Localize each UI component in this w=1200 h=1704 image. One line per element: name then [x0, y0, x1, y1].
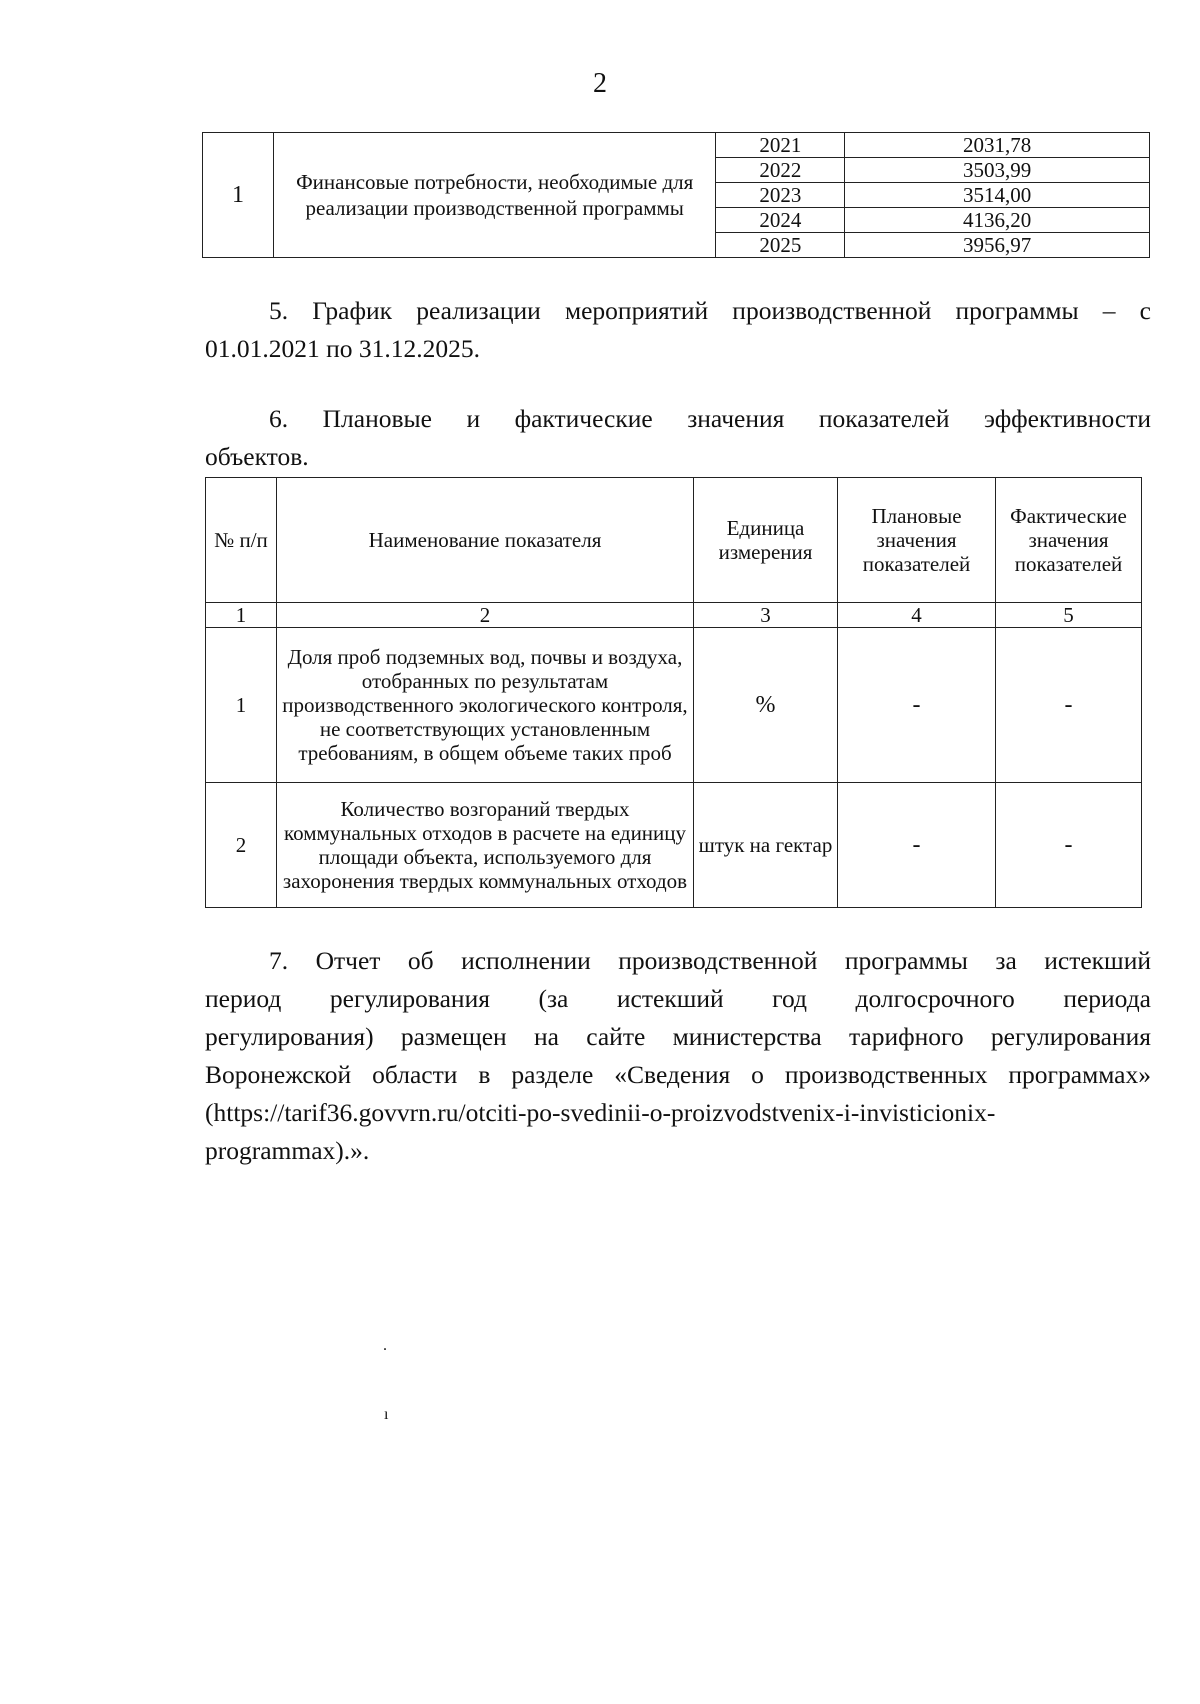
value-cell: 3503,99 — [845, 158, 1150, 183]
table-row — [206, 628, 1142, 783]
value-cell: 4136,20 — [845, 208, 1150, 233]
section-7-paragraph — [205, 942, 1151, 1170]
unit-cell: % — [694, 628, 838, 783]
row-number: 1 — [206, 628, 277, 783]
section-5-paragraph — [205, 292, 1151, 368]
column-number: 5 — [996, 603, 1142, 628]
paragraph-line: регулирования) размещен на сайте министерства тарифного регулирования — [205, 1022, 1151, 1051]
table-row — [206, 783, 1142, 908]
value-cell: 2031,78 — [845, 133, 1150, 158]
header-actual: Фактические значения показателей — [996, 478, 1142, 603]
column-number: 1 — [206, 603, 277, 628]
header-planned: Плановые значения показателей — [838, 478, 996, 603]
column-number: 4 — [838, 603, 996, 628]
indicator-name: Доля проб подземных вод, почвы и воздуха, отобранных по результатам производственного экологического контроля, не соответствующих установленным требованиям, в общем объеме таких проб — [277, 628, 694, 783]
actual-value: - — [996, 783, 1142, 908]
row-number: 2 — [206, 783, 277, 908]
paragraph-line: programmax).». — [205, 1136, 370, 1165]
header-num: № п/п — [206, 478, 277, 603]
paragraph-line: 6. Плановые и фактические значения показателей эффективности — [269, 404, 1151, 433]
paragraph-line: период регулирования (за истекший год долгосрочного периода — [205, 984, 1151, 1013]
table-row — [203, 133, 1150, 158]
paragraph-line: Воронежской области в разделе «Сведения о производственных программах» — [205, 1060, 1151, 1089]
scan-mark: . — [383, 1337, 387, 1354]
scan-mark: ı — [384, 1406, 389, 1423]
column-number: 3 — [694, 603, 838, 628]
year-cell: 2021 — [716, 133, 845, 158]
year-cell: 2024 — [716, 208, 845, 233]
row-number: 1 — [203, 133, 274, 258]
planned-value: - — [838, 628, 996, 783]
header-name: Наименование показателя — [277, 478, 694, 603]
column-numbers-row — [206, 603, 1142, 628]
year-cell: 2022 — [716, 158, 845, 183]
paragraph-line: 01.01.2021 по 31.12.2025. — [205, 334, 481, 363]
paragraph-line: 7. Отчет об исполнении производственной программы за истекший — [269, 946, 1151, 975]
planned-value: - — [838, 783, 996, 908]
actual-value: - — [996, 628, 1142, 783]
section-6-paragraph — [205, 400, 1151, 476]
table-header-row — [206, 478, 1142, 603]
year-cell: 2025 — [716, 233, 845, 258]
header-unit: Единица измерения — [694, 478, 838, 603]
unit-cell: штук на гектар — [694, 783, 838, 908]
year-cell: 2023 — [716, 183, 845, 208]
financial-needs-table — [202, 132, 1150, 258]
column-number: 2 — [277, 603, 694, 628]
value-cell: 3514,00 — [845, 183, 1150, 208]
efficiency-indicators-table — [205, 477, 1142, 908]
paragraph-line: объектов. — [205, 442, 309, 471]
indicator-name: Количество возгораний твердых коммунальных отходов в расчете на единицу площади объекта, используемого для захоронения твердых коммунальных отходов — [277, 783, 694, 908]
indicator-name: Финансовые потребности, необходимые для реализации производственной программы — [273, 133, 716, 258]
paragraph-line: (https://tarif36.govvrn.ru/otciti-po-svedinii-o-proizvodstvenix-i-invisticionix- — [205, 1098, 996, 1127]
paragraph-line: 5. График реализации мероприятий производственной программы – с — [269, 296, 1151, 325]
page-number: 2 — [593, 68, 607, 99]
value-cell: 3956,97 — [845, 233, 1150, 258]
